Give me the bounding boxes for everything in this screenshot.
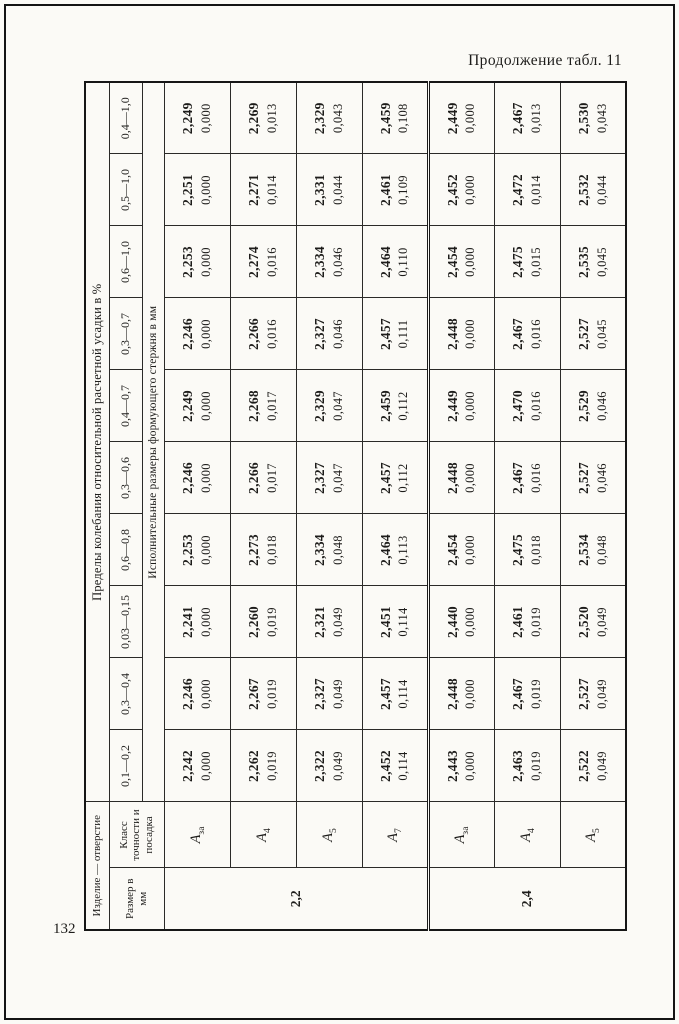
tolerance-value: 0,110: [396, 247, 411, 277]
size-column-header: Размер в мм: [109, 868, 164, 930]
range-header: 0,3—0,7: [109, 298, 142, 370]
dimension-cell: [164, 586, 230, 658]
rotated-table-container: [84, 79, 621, 931]
tolerance-value: 0,000: [198, 463, 213, 493]
tolerance-value: 0,016: [264, 319, 279, 349]
nominal-dimension: 2,467: [510, 462, 526, 494]
nominal-dimension: 2,241: [180, 606, 196, 638]
size-value: 2,4: [428, 868, 626, 930]
dimension-cell: [362, 658, 428, 730]
nominal-dimension: 2,322: [312, 750, 328, 782]
dimension-cell: [362, 442, 428, 514]
nominal-dimension: 2,535: [576, 246, 592, 278]
dimension-cell: [296, 442, 362, 514]
nominal-dimension: 2,464: [377, 534, 393, 566]
tolerance-value: 0,049: [594, 751, 609, 781]
nominal-dimension: 2,454: [444, 246, 460, 278]
tolerance-value: 0,000: [198, 535, 213, 565]
nominal-dimension: 2,472: [510, 174, 526, 206]
tolerance-value: 0,114: [396, 607, 411, 637]
page-number: 132: [53, 921, 76, 937]
dimension-cell: [494, 82, 560, 154]
tolerance-value: 0,111: [396, 319, 411, 349]
accuracy-class-label: $А_5$: [296, 802, 362, 868]
dimension-cell: [164, 514, 230, 586]
accuracy-class-label: $А_{за}$: [164, 802, 230, 868]
dimension-cell: [296, 226, 362, 298]
table-body: [164, 82, 626, 930]
dimension-cell: [428, 298, 494, 370]
dimension-cell: [164, 82, 230, 154]
nominal-dimension: 2,334: [312, 246, 328, 278]
tolerance-value: 0,000: [463, 751, 478, 781]
dimension-cell: [494, 226, 560, 298]
nominal-dimension: 2,253: [180, 534, 196, 566]
tolerance-value: 0,049: [330, 607, 345, 637]
tolerance-value: 0,016: [528, 463, 543, 493]
nominal-dimension: 2,461: [377, 174, 393, 206]
class-row: [560, 82, 626, 930]
tolerance-value: 0,114: [396, 679, 411, 709]
dimension-cell: [164, 154, 230, 226]
tolerance-value: 0,048: [330, 535, 345, 565]
dimension-cell: [230, 730, 296, 802]
nominal-dimension: 2,467: [510, 678, 526, 710]
nominal-dimension: 2,452: [444, 174, 460, 206]
nominal-dimension: 2,274: [246, 246, 262, 278]
executive-dimensions-header: Исполнительные размеры формующего стержня в мм: [142, 82, 164, 802]
nominal-dimension: 2,331: [312, 174, 328, 206]
nominal-dimension: 2,449: [444, 390, 460, 422]
nominal-dimension: 2,448: [444, 318, 460, 350]
dimension-cell: [428, 370, 494, 442]
nominal-dimension: 2,266: [246, 462, 262, 494]
accuracy-class-label: $А_{за}$: [428, 802, 494, 868]
product-hole-header: Изделие — отверстие: [85, 802, 109, 930]
tolerance-value: 0,048: [594, 535, 609, 565]
table-continuation-caption: Продолжение табл. 11: [468, 52, 622, 69]
tolerance-value: 0,019: [264, 607, 279, 637]
dimension-cell: [164, 298, 230, 370]
nominal-dimension: 2,334: [312, 534, 328, 566]
tolerance-value: 0,000: [198, 751, 213, 781]
nominal-dimension: 2,470: [510, 390, 526, 422]
tolerance-value: 0,000: [463, 463, 478, 493]
dimension-cell: [230, 658, 296, 730]
nominal-dimension: 2,467: [510, 318, 526, 350]
dimension-cell: [164, 658, 230, 730]
dimension-cell: [428, 82, 494, 154]
dimension-cell: [164, 226, 230, 298]
nominal-dimension: 2,251: [180, 174, 196, 206]
dimension-cell: [230, 226, 296, 298]
nominal-dimension: 2,457: [377, 678, 393, 710]
nominal-dimension: 2,457: [377, 318, 393, 350]
nominal-dimension: 2,534: [576, 534, 592, 566]
accuracy-class-label: $А_5$: [560, 802, 626, 868]
dimension-cell: [296, 370, 362, 442]
nominal-dimension: 2,522: [576, 750, 592, 782]
dimension-cell: [560, 514, 626, 586]
tolerance-value: 0,047: [330, 463, 345, 493]
dimension-cell: [230, 82, 296, 154]
nominal-dimension: 2,475: [510, 534, 526, 566]
nominal-dimension: 2,532: [576, 174, 592, 206]
nominal-dimension: 2,530: [576, 102, 592, 135]
nominal-dimension: 2,260: [246, 606, 262, 638]
tolerance-value: 0,016: [528, 319, 543, 349]
range-header: 0,5—1,0: [109, 154, 142, 226]
range-header: 0,4—0,7: [109, 370, 142, 442]
shrinkage-limits-header: Пределы колебания относительной расчетной усадки в %: [85, 82, 109, 802]
dimension-cell: [494, 730, 560, 802]
dimension-cell: [494, 442, 560, 514]
tolerance-value: 0,000: [198, 319, 213, 349]
dimension-cell: [560, 586, 626, 658]
tolerance-value: 0,019: [264, 751, 279, 781]
nominal-dimension: 2,448: [444, 678, 460, 710]
nominal-dimension: 2,327: [312, 318, 328, 350]
accuracy-class-label: $А_4$: [230, 802, 296, 868]
tolerance-value: 0,000: [463, 679, 478, 709]
dimension-cell: [428, 730, 494, 802]
tolerance-value: 0,000: [198, 175, 213, 205]
dimension-cell: [560, 298, 626, 370]
tolerance-value: 0,018: [528, 535, 543, 565]
tolerance-value: 0,049: [330, 679, 345, 709]
nominal-dimension: 2,443: [444, 750, 460, 782]
size-value: 2,2: [164, 868, 428, 930]
nominal-dimension: 2,329: [312, 102, 328, 135]
tolerance-value: 0,014: [264, 175, 279, 205]
dimension-cell: [494, 658, 560, 730]
accuracy-class-label: $А_7$: [362, 802, 428, 868]
dimension-cell: [230, 154, 296, 226]
nominal-dimension: 2,266: [246, 318, 262, 350]
nominal-dimension: 2,321: [312, 606, 328, 638]
nominal-dimension: 2,459: [377, 390, 393, 422]
dimension-cell: [560, 442, 626, 514]
tolerance-value: 0,019: [264, 679, 279, 709]
tolerance-value: 0,044: [330, 175, 345, 205]
dimension-cell: [428, 514, 494, 586]
dimension-cell: [164, 730, 230, 802]
nominal-dimension: 2,452: [377, 750, 393, 782]
dimension-cell: [494, 514, 560, 586]
range-header: 0,1—0,2: [109, 730, 142, 802]
nominal-dimension: 2,451: [377, 606, 393, 638]
nominal-dimension: 2,246: [180, 678, 196, 710]
tolerance-value: 0,013: [264, 103, 279, 134]
dimension-cell: [164, 442, 230, 514]
tolerance-value: 0,046: [330, 319, 345, 349]
dimension-cell: [296, 658, 362, 730]
dimension-cell: [362, 82, 428, 154]
tolerance-value: 0,045: [594, 247, 609, 277]
tolerance-value: 0,044: [594, 175, 609, 205]
class-row: [164, 82, 230, 930]
dimension-cell: [164, 370, 230, 442]
dimension-cell: [230, 514, 296, 586]
dimension-cell: [428, 658, 494, 730]
dimension-cell: [560, 82, 626, 154]
dimension-cell: [230, 586, 296, 658]
tolerance-value: 0,046: [594, 391, 609, 421]
dimension-cell: [296, 514, 362, 586]
tolerance-value: 0,108: [396, 103, 411, 134]
nominal-dimension: 2,246: [180, 462, 196, 494]
nominal-dimension: 2,246: [180, 318, 196, 350]
tolerance-value: 0,000: [463, 247, 478, 277]
dimension-cell: [362, 154, 428, 226]
tolerance-value: 0,015: [528, 247, 543, 277]
dimension-cell: [494, 298, 560, 370]
range-header: 0,3—0,6: [109, 442, 142, 514]
nominal-dimension: 2,262: [246, 750, 262, 782]
nominal-dimension: 2,329: [312, 390, 328, 422]
tolerance-value: 0,113: [396, 535, 411, 565]
nominal-dimension: 2,464: [377, 246, 393, 278]
nominal-dimension: 2,327: [312, 678, 328, 710]
class-row: [296, 82, 362, 930]
nominal-dimension: 2,467: [510, 102, 526, 135]
dimension-cell: [494, 586, 560, 658]
tolerance-value: 0,045: [594, 319, 609, 349]
tolerance-value: 0,019: [528, 679, 543, 709]
tolerance-value: 0,017: [264, 463, 279, 493]
dimension-cell: [362, 730, 428, 802]
nominal-dimension: 2,242: [180, 750, 196, 782]
range-header: 0,4—1,0: [109, 82, 142, 154]
tolerance-value: 0,017: [264, 391, 279, 421]
nominal-dimension: 2,448: [444, 462, 460, 494]
tolerance-value: 0,046: [330, 247, 345, 277]
nominal-dimension: 2,449: [444, 102, 460, 135]
tolerance-value: 0,000: [463, 607, 478, 637]
dimension-cell: [494, 370, 560, 442]
tolerance-value: 0,000: [198, 607, 213, 637]
dimension-cell: [428, 154, 494, 226]
tolerance-value: 0,043: [330, 103, 345, 134]
nominal-dimension: 2,273: [246, 534, 262, 566]
dimension-cell: [428, 226, 494, 298]
tolerance-value: 0,016: [528, 391, 543, 421]
nominal-dimension: 2,271: [246, 174, 262, 206]
tolerance-value: 0,000: [463, 535, 478, 565]
nominal-dimension: 2,249: [180, 102, 196, 135]
nominal-dimension: 2,461: [510, 606, 526, 638]
nominal-dimension: 2,454: [444, 534, 460, 566]
header-row-span: [85, 82, 109, 930]
shrinkage-dimensions-table: [84, 81, 627, 931]
dimension-cell: [230, 370, 296, 442]
dimension-cell: [296, 82, 362, 154]
dimension-cell: [560, 658, 626, 730]
tolerance-value: 0,000: [198, 391, 213, 421]
class-row: [494, 82, 560, 930]
dimension-cell: [494, 154, 560, 226]
nominal-dimension: 2,459: [377, 102, 393, 135]
dimension-cell: [362, 226, 428, 298]
dimension-cell: [560, 730, 626, 802]
dimension-cell: [560, 226, 626, 298]
class-column-header: Класс точности и посадка: [109, 802, 164, 868]
dimension-cell: [230, 298, 296, 370]
nominal-dimension: 2,253: [180, 246, 196, 278]
range-header: 0,6—0,8: [109, 514, 142, 586]
dimension-cell: [296, 586, 362, 658]
dimension-cell: [296, 730, 362, 802]
range-header: 0,03—0,15: [109, 586, 142, 658]
dimension-cell: [362, 586, 428, 658]
tolerance-value: 0,046: [594, 463, 609, 493]
tolerance-value: 0,112: [396, 463, 411, 493]
accuracy-class-label: $А_4$: [494, 802, 560, 868]
nominal-dimension: 2,267: [246, 678, 262, 710]
nominal-dimension: 2,327: [312, 462, 328, 494]
dimension-cell: [560, 370, 626, 442]
range-header: 0,6—1,0: [109, 226, 142, 298]
dimension-cell: [560, 154, 626, 226]
nominal-dimension: 2,527: [576, 678, 592, 710]
tolerance-value: 0,013: [528, 103, 543, 134]
tolerance-value: 0,019: [528, 751, 543, 781]
tolerance-value: 0,000: [198, 247, 213, 277]
tolerance-value: 0,000: [198, 679, 213, 709]
class-row: [362, 82, 428, 930]
tolerance-value: 0,043: [594, 103, 609, 134]
tolerance-value: 0,112: [396, 391, 411, 421]
tolerance-value: 0,000: [463, 175, 478, 205]
tolerance-value: 0,049: [594, 679, 609, 709]
tolerance-value: 0,109: [396, 175, 411, 205]
dimension-cell: [428, 586, 494, 658]
tolerance-value: 0,018: [264, 535, 279, 565]
nominal-dimension: 2,527: [576, 318, 592, 350]
tolerance-value: 0,000: [463, 103, 478, 134]
dimension-cell: [428, 442, 494, 514]
nominal-dimension: 2,440: [444, 606, 460, 638]
tolerance-value: 0,049: [594, 607, 609, 637]
dimension-cell: [230, 442, 296, 514]
tolerance-value: 0,047: [330, 391, 345, 421]
range-header: 0,3—0,4: [109, 658, 142, 730]
tolerance-value: 0,049: [330, 751, 345, 781]
dimension-cell: [296, 154, 362, 226]
tolerance-value: 0,019: [528, 607, 543, 637]
class-row: [230, 82, 296, 930]
tolerance-value: 0,014: [528, 175, 543, 205]
tolerance-value: 0,000: [463, 391, 478, 421]
tolerance-value: 0,016: [264, 247, 279, 277]
header-row-ranges: [109, 82, 142, 930]
tolerance-value: 0,114: [396, 751, 411, 781]
nominal-dimension: 2,268: [246, 390, 262, 422]
tolerance-value: 0,000: [198, 103, 213, 134]
nominal-dimension: 2,529: [576, 390, 592, 422]
nominal-dimension: 2,527: [576, 462, 592, 494]
dimension-cell: [362, 370, 428, 442]
nominal-dimension: 2,249: [180, 390, 196, 422]
tolerance-value: 0,000: [463, 319, 478, 349]
class-row: [428, 82, 494, 930]
nominal-dimension: 2,457: [377, 462, 393, 494]
table-natural-orientation: [84, 81, 621, 931]
nominal-dimension: 2,269: [246, 102, 262, 135]
nominal-dimension: 2,463: [510, 750, 526, 782]
dimension-cell: [362, 514, 428, 586]
dimension-cell: [296, 298, 362, 370]
dimension-cell: [362, 298, 428, 370]
nominal-dimension: 2,520: [576, 606, 592, 638]
nominal-dimension: 2,475: [510, 246, 526, 278]
